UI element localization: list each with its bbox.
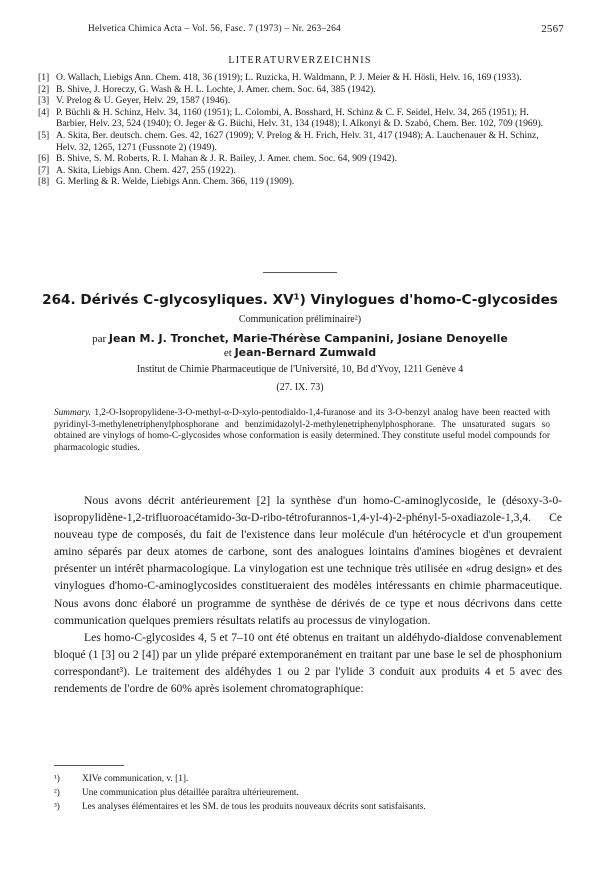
- author-line-1: [0, 332, 600, 346]
- affiliation: Institut de Chimie Pharmaceutique de l'Université, 10, Bd d'Yvoy, 1211 Genève 4: [136, 364, 464, 375]
- author-line-2: [0, 346, 600, 360]
- article-subtitle: Communication préliminaire²): [238, 314, 362, 325]
- footnote-number: ³): [54, 802, 60, 812]
- journal-citation: Helvetica Chimica Acta – Vol. 56, Fasc. 7 (1973) – Nr. 263–264: [88, 24, 341, 34]
- footnote-item: [54, 772, 564, 786]
- references-heading: LITERATURVERZEICHNIS: [228, 55, 372, 66]
- reference-text: B. Shive, J. Horeczy, G. Wash & H. L. Lochte, J. Amer. chem. Soc. 64, 385 (1942).: [56, 83, 376, 95]
- running-header: [88, 24, 570, 38]
- reference-number: [8]: [38, 176, 50, 188]
- footnote-item: [54, 786, 564, 800]
- reference-item: [38, 153, 558, 165]
- author-names-2: Jean-Bernard Zumwald: [234, 346, 377, 359]
- reference-text: A. Skita, Liebigs Ann. Chem. 427, 255 (1922).: [56, 164, 236, 176]
- page-number: 2567: [541, 23, 564, 35]
- reference-number: [2]: [38, 83, 50, 95]
- footnote-text: Une communication plus détaillée paraîtra ultérieurement.: [82, 788, 299, 798]
- reference-item: [38, 130, 558, 153]
- summary-text: 1,2-O-Isopropylidene-3-O-methyl-α-D-xylo-pentodialdo-1,4-furanose and its 3-O-benzyl analog have been reacted with pyridinyl-3-methylenetriphenylphosphorane and benzimidazolyl-2-methylenetriphenylphosphorane. The unsaturated sugars so obtained are vinylogs of homo-C-glycosides whose conformation is easily determined. They constitute useful model compounds for pharmacologic studies.: [54, 408, 550, 453]
- reference-number: [1]: [38, 72, 50, 83]
- footnote-list: [54, 772, 564, 814]
- footnote-text: XIVe communication, v. [1].: [82, 774, 189, 784]
- reference-item: [38, 84, 558, 96]
- received-date: (27. IX. 73): [276, 382, 324, 393]
- reference-text: P. Büchli & H. Schinz, Helv. 34, 1160 (1951); L. Colombi, A. Bosshard, H. Schinz & C. F. Seidel, Helv. 34, 265 (1951); H. Barbier, Helv. 23, 524 (1940); O. Jeger & G. Büchi, Helv. 31, 134 (1948); I. Alkonyi & D. Szabó, Chem. Ber. 102, 709 (1969).: [56, 106, 544, 130]
- reference-item: [38, 72, 558, 84]
- author-block: [0, 332, 600, 360]
- article-body: [54, 492, 562, 697]
- footnote-divider: [54, 765, 124, 766]
- reference-item: [38, 95, 558, 107]
- reference-text: B. Shive, S. M. Roberts, R. I. Mahan & J. R. Bailey, J. Amer. chem. Soc. 64, 909 (1942).: [56, 153, 398, 165]
- reference-item: [38, 165, 558, 177]
- reference-number: [4]: [38, 106, 50, 118]
- article-title: 264. Dérivés C-glycosyliques. XV¹) Vinylogues d'homo-C-glycosides: [42, 292, 558, 308]
- reference-text: G. Merling & R. Welde, Liebigs Ann. Chem. 366, 119 (1909).: [56, 176, 295, 188]
- reference-item: [38, 176, 558, 188]
- summary-label: Summary.: [54, 408, 91, 418]
- authors-joiner: et: [223, 347, 232, 359]
- authors-prefix: par: [92, 333, 107, 345]
- summary-block: [54, 408, 550, 454]
- reference-text: O. Wallach, Liebigs Ann. Chem. 418, 36 (1919); L. Ruzicka, H. Waldmann, P. J. Meier & H. Hösli, Helv. 16, 169 (1933).: [56, 72, 522, 83]
- body-paragraph-1: Nous avons décrit antérieurement [2] la synthèse d'un homo-C-aminoglycoside, le (désoxy-3-0-isopropylidène-1,2-trifluoroacétamido-3α-D-ribo-tétrofurannos-1,4-yl-4)-2-phényl-5-oxadiazole-1,3,4. Ce nouveau type de composés, du fait de l'existence dans leur molécule d'un hétérocycle et d'un groupement amino séparés par deux atomes de carbone, sont des analogues lointains d'amines biogènes et devraient présenter un intérêt pharmacologique. La vinylogation est une technique très utilisée en «drug design» et des vinylogues d'homo-C-aminoglycosides constitueraient des modèles intéressants en chimie pharmaceutique. Nous avons donc élaboré un programme de synthèse de dérivés de ce type et nous décrivons dans cette communication quelques premiers résultats relatifs au processus de vinylogation.: [54, 494, 562, 627]
- reference-list: [38, 72, 558, 188]
- author-names-1: Jean M. J. Tronchet, Marie-Thérèse Campanini, Josiane Denoyelle: [108, 332, 508, 345]
- footnote-number: ¹): [54, 774, 60, 784]
- section-divider: [263, 272, 337, 273]
- reference-text: V. Prelog & U. Geyer, Helv. 29, 1587 (1946).: [56, 95, 231, 107]
- footnote-item: [54, 800, 564, 814]
- reference-number: [3]: [38, 95, 50, 107]
- footnote-text: Les analyses élémentaires et les SM. de tous les produits nouveaux décrits sont satisfaisants.: [82, 802, 426, 812]
- reference-item: [38, 107, 558, 130]
- body-paragraph-2: Les homo-C-glycosides 4, 5 et 7–10 ont été obtenus en traitant un aldéhydo-dialdose convenablement bloqué (1 [3] ou 2 [4]) par un ylide préparé extemporanément en traitant par une base le sel de phosphonium correspondant³). Le traitement des aldéhydes 1 ou 2 par l'ylide 3 conduit aux produits 4 et 5 avec des rendements de l'ordre de 60% après isolement chromatographique:: [54, 630, 562, 696]
- reference-number: [6]: [38, 153, 50, 165]
- reference-text: A. Skita, Ber. deutsch. chem. Ges. 42, 1627 (1909); V. Prelog & H. Frich, Helv. 31, 417 (1948); A. Lauchenauer & H. Schinz, Helv. 32, 1265, 1271 (Fussnote 2) (1949).: [56, 129, 539, 153]
- footnote-number: ²): [54, 788, 60, 798]
- reference-number: [7]: [38, 164, 50, 176]
- reference-number: [5]: [38, 129, 50, 141]
